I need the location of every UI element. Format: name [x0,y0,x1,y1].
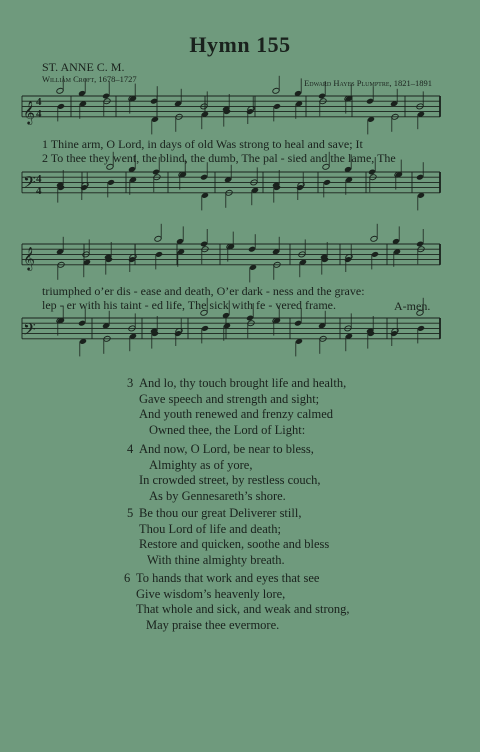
author-credit: Edward Hayes Plumptre, 1821–1891 [304,78,432,88]
treble-clef-icon: 𝄞 [23,100,35,124]
system1-verse1-lyric: 1 Thine arm, O Lord, in days of old Was strong to heal and save; It [42,137,363,151]
bass-clef-icon: 𝄢 [23,172,36,196]
amen-text: A-men. [394,299,431,313]
meter: C. M. [96,60,125,74]
hymn-title: Hymn 155 [189,32,291,57]
stanza-4: 4 And now, O Lord, be near to bless, Almighty as of yore, In crowded street, by restless couch, As by Gennesareth’s shore. [127,442,321,503]
svg-text:4: 4 [36,108,42,120]
svg-text:4: 4 [36,96,42,108]
svg-text:4: 4 [36,173,42,185]
stanza-3: 3 And lo, thy touch brought life and health, Gave speech and strength and sight; And youth renewed and frenzy calmed Owned thee, the Lord of Light: [127,376,347,437]
system1-verse2-lyric: 2 To thee they went, the blind, the dumb, The pal - sied and the lame, The [42,151,396,165]
system2-verse1-lyric: triumphed o’er dis - ease and death, O’er dark - ness and the grave: [42,284,365,298]
stanza-6: 6 To hands that work and eyes that see Give wisdom’s heavenly lore, That whole and sick, and weak and strong, May praise thee evermore. [124,571,350,632]
treble-clef-icon: 𝄞 [23,246,35,270]
system2-verse2-lyric: lep - er with his taint - ed life, The sick with fe - vered frame. [42,298,337,312]
svg-text:4: 4 [36,185,42,197]
bass-clef-icon: 𝄢 [23,319,36,343]
composer-credit: William Croft, 1678–1727 [42,74,137,84]
stanza-5: 5 Be thou our great Deliverer still, Thou Lord of life and death; Restore and quicken, soothe and bless With thine almighty breath. [127,506,330,567]
tune-name: ST. ANNE [42,60,94,74]
